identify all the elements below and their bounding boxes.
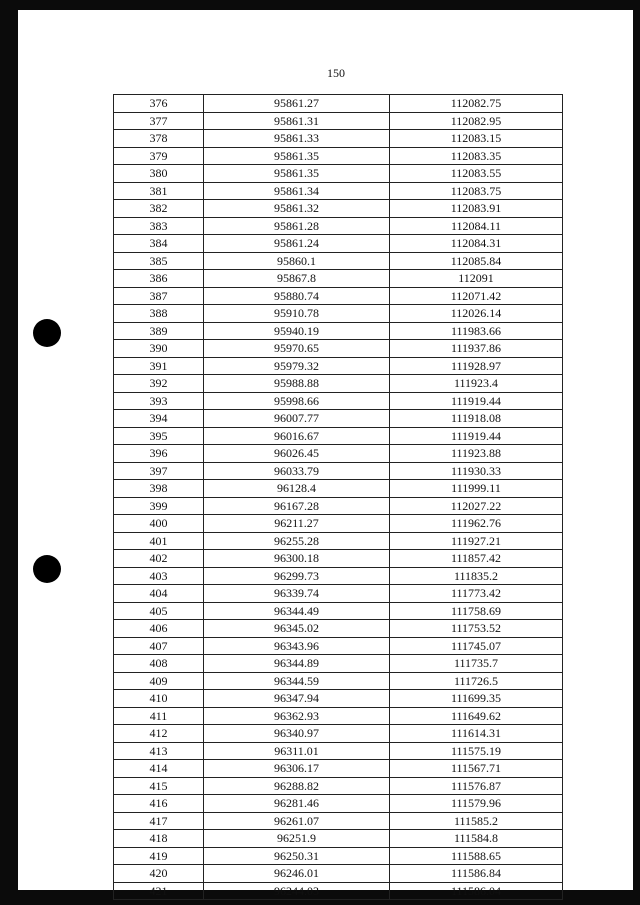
point-number-cell: 390 (114, 340, 204, 358)
point-number-cell: 391 (114, 357, 204, 375)
point-number-cell: 384 (114, 235, 204, 253)
x-coordinate-cell: 95861.24 (204, 235, 390, 253)
y-coordinate-cell: 111649.62 (390, 707, 563, 725)
x-coordinate-cell: 96007.77 (204, 410, 390, 428)
x-coordinate-cell: 96299.73 (204, 567, 390, 585)
punch-hole (33, 319, 61, 347)
point-number-cell: 394 (114, 410, 204, 428)
point-number-cell: 379 (114, 147, 204, 165)
table-row (114, 795, 563, 813)
point-number-cell: 380 (114, 165, 204, 183)
table-row (114, 95, 563, 113)
y-coordinate-cell: 112085.84 (390, 252, 563, 270)
y-coordinate-cell: 112083.55 (390, 165, 563, 183)
table-row (114, 112, 563, 130)
table-row (114, 672, 563, 690)
y-coordinate-cell: 112071.42 (390, 287, 563, 305)
point-number-cell: 419 (114, 847, 204, 865)
y-coordinate-cell: 111735.7 (390, 655, 563, 673)
point-number-cell: 408 (114, 655, 204, 673)
y-coordinate-cell: 111588.65 (390, 847, 563, 865)
x-coordinate-cell: 96250.31 (204, 847, 390, 865)
y-coordinate-cell: 111726.5 (390, 672, 563, 690)
table-row (114, 445, 563, 463)
y-coordinate-cell: 111586.04 (390, 882, 563, 900)
table-row (114, 567, 563, 585)
x-coordinate-cell: 96345.02 (204, 620, 390, 638)
table-row (114, 217, 563, 235)
point-number-cell: 378 (114, 130, 204, 148)
table-row (114, 200, 563, 218)
x-coordinate-cell: 95861.35 (204, 147, 390, 165)
x-coordinate-cell: 95861.32 (204, 200, 390, 218)
table-row (114, 602, 563, 620)
table-row (114, 427, 563, 445)
y-coordinate-cell: 111930.33 (390, 462, 563, 480)
y-coordinate-cell: 111999.11 (390, 480, 563, 498)
table-row (114, 550, 563, 568)
point-number-cell: 395 (114, 427, 204, 445)
y-coordinate-cell: 111919.44 (390, 427, 563, 445)
point-number-cell: 420 (114, 865, 204, 883)
point-number-cell: 418 (114, 830, 204, 848)
x-coordinate-cell: 96026.45 (204, 445, 390, 463)
x-coordinate-cell: 95979.32 (204, 357, 390, 375)
x-coordinate-cell: 95867.8 (204, 270, 390, 288)
point-number-cell: 410 (114, 690, 204, 708)
y-coordinate-cell: 111758.69 (390, 602, 563, 620)
y-coordinate-cell: 112027.22 (390, 497, 563, 515)
point-number-cell: 393 (114, 392, 204, 410)
x-coordinate-cell: 96016.67 (204, 427, 390, 445)
table-row (114, 847, 563, 865)
y-coordinate-cell: 111923.88 (390, 445, 563, 463)
table-row (114, 585, 563, 603)
point-number-cell: 396 (114, 445, 204, 463)
x-coordinate-cell: 95998.66 (204, 392, 390, 410)
x-coordinate-cell: 96362.93 (204, 707, 390, 725)
table-row (114, 760, 563, 778)
x-coordinate-cell: 96033.79 (204, 462, 390, 480)
scan-border-left (0, 0, 18, 905)
x-coordinate-cell: 95861.35 (204, 165, 390, 183)
x-coordinate-cell: 96211.27 (204, 515, 390, 533)
point-number-cell: 421 (114, 882, 204, 900)
point-number-cell: 417 (114, 812, 204, 830)
x-coordinate-cell: 95861.34 (204, 182, 390, 200)
y-coordinate-cell: 111962.76 (390, 515, 563, 533)
point-number-cell: 401 (114, 532, 204, 550)
point-number-cell: 387 (114, 287, 204, 305)
y-coordinate-cell: 112026.14 (390, 305, 563, 323)
y-coordinate-cell: 111928.97 (390, 357, 563, 375)
point-number-cell: 411 (114, 707, 204, 725)
x-coordinate-cell: 96344.59 (204, 672, 390, 690)
y-coordinate-cell: 111579.96 (390, 795, 563, 813)
y-coordinate-cell: 112083.15 (390, 130, 563, 148)
y-coordinate-cell: 111937.86 (390, 340, 563, 358)
x-coordinate-cell: 96255.28 (204, 532, 390, 550)
y-coordinate-cell: 111753.52 (390, 620, 563, 638)
table-row (114, 252, 563, 270)
x-coordinate-cell: 95988.88 (204, 375, 390, 393)
table-row (114, 830, 563, 848)
table-row (114, 882, 563, 900)
y-coordinate-cell: 111927.21 (390, 532, 563, 550)
table-row (114, 620, 563, 638)
table-row (114, 287, 563, 305)
table-row (114, 357, 563, 375)
y-coordinate-cell: 111745.07 (390, 637, 563, 655)
y-coordinate-cell: 112084.31 (390, 235, 563, 253)
table-row (114, 235, 563, 253)
point-number-cell: 377 (114, 112, 204, 130)
page-number: 150 (327, 66, 345, 80)
point-number-cell: 381 (114, 182, 204, 200)
table-row (114, 690, 563, 708)
y-coordinate-cell: 111699.35 (390, 690, 563, 708)
y-coordinate-cell: 111983.66 (390, 322, 563, 340)
point-number-cell: 383 (114, 217, 204, 235)
x-coordinate-cell: 96306.17 (204, 760, 390, 778)
x-coordinate-cell: 95861.27 (204, 95, 390, 113)
table-row (114, 742, 563, 760)
point-number-cell: 385 (114, 252, 204, 270)
x-coordinate-cell: 96344.49 (204, 602, 390, 620)
x-coordinate-cell: 96343.96 (204, 637, 390, 655)
point-number-cell: 397 (114, 462, 204, 480)
y-coordinate-cell: 111575.19 (390, 742, 563, 760)
y-coordinate-cell: 111923.4 (390, 375, 563, 393)
table-row (114, 340, 563, 358)
point-number-cell: 402 (114, 550, 204, 568)
x-coordinate-cell: 96261.07 (204, 812, 390, 830)
y-coordinate-cell: 111918.08 (390, 410, 563, 428)
point-number-cell: 406 (114, 620, 204, 638)
x-coordinate-cell: 95861.28 (204, 217, 390, 235)
x-coordinate-cell: 96288.82 (204, 777, 390, 795)
point-number-cell: 399 (114, 497, 204, 515)
x-coordinate-cell: 95940.19 (204, 322, 390, 340)
x-coordinate-cell: 96244.03 (204, 882, 390, 900)
x-coordinate-cell: 96340.97 (204, 725, 390, 743)
y-coordinate-cell: 112084.11 (390, 217, 563, 235)
x-coordinate-cell: 96344.89 (204, 655, 390, 673)
table-row (114, 655, 563, 673)
point-number-cell: 382 (114, 200, 204, 218)
table-row (114, 725, 563, 743)
point-number-cell: 412 (114, 725, 204, 743)
coordinate-table (113, 94, 563, 900)
y-coordinate-cell: 112083.91 (390, 200, 563, 218)
scan-border-top (0, 0, 640, 10)
table-row (114, 515, 563, 533)
punch-hole (33, 555, 61, 583)
point-number-cell: 386 (114, 270, 204, 288)
x-coordinate-cell: 95970.65 (204, 340, 390, 358)
table-row (114, 375, 563, 393)
table-row (114, 532, 563, 550)
y-coordinate-cell: 112082.95 (390, 112, 563, 130)
y-coordinate-cell: 112083.75 (390, 182, 563, 200)
y-coordinate-cell: 111614.31 (390, 725, 563, 743)
point-number-cell: 398 (114, 480, 204, 498)
table-row (114, 270, 563, 288)
x-coordinate-cell: 95861.33 (204, 130, 390, 148)
x-coordinate-cell: 95880.74 (204, 287, 390, 305)
y-coordinate-cell: 111584.8 (390, 830, 563, 848)
y-coordinate-cell: 111576.87 (390, 777, 563, 795)
point-number-cell: 413 (114, 742, 204, 760)
point-number-cell: 400 (114, 515, 204, 533)
x-coordinate-cell: 96128.4 (204, 480, 390, 498)
point-number-cell: 389 (114, 322, 204, 340)
x-coordinate-cell: 95910.78 (204, 305, 390, 323)
table-row (114, 305, 563, 323)
table-row (114, 182, 563, 200)
table-row (114, 130, 563, 148)
table-row (114, 165, 563, 183)
point-number-cell: 376 (114, 95, 204, 113)
table-row (114, 147, 563, 165)
y-coordinate-cell: 111919.44 (390, 392, 563, 410)
y-coordinate-cell: 111857.42 (390, 550, 563, 568)
y-coordinate-cell: 111567.71 (390, 760, 563, 778)
table-row (114, 462, 563, 480)
y-coordinate-cell: 111586.84 (390, 865, 563, 883)
y-coordinate-cell: 111585.2 (390, 812, 563, 830)
y-coordinate-cell: 111835.2 (390, 567, 563, 585)
point-number-cell: 414 (114, 760, 204, 778)
table-row (114, 322, 563, 340)
y-coordinate-cell: 112082.75 (390, 95, 563, 113)
table-row (114, 865, 563, 883)
point-number-cell: 407 (114, 637, 204, 655)
x-coordinate-cell: 95860.1 (204, 252, 390, 270)
table-row (114, 777, 563, 795)
table-row (114, 812, 563, 830)
y-coordinate-cell: 112091 (390, 270, 563, 288)
x-coordinate-cell: 96281.46 (204, 795, 390, 813)
x-coordinate-cell: 96300.18 (204, 550, 390, 568)
table-row (114, 707, 563, 725)
point-number-cell: 405 (114, 602, 204, 620)
x-coordinate-cell: 96311.01 (204, 742, 390, 760)
x-coordinate-cell: 96251.9 (204, 830, 390, 848)
point-number-cell: 392 (114, 375, 204, 393)
table-row (114, 637, 563, 655)
coordinate-table-body (114, 95, 563, 900)
table-row (114, 480, 563, 498)
x-coordinate-cell: 96167.28 (204, 497, 390, 515)
point-number-cell: 415 (114, 777, 204, 795)
y-coordinate-cell: 112083.35 (390, 147, 563, 165)
point-number-cell: 416 (114, 795, 204, 813)
point-number-cell: 403 (114, 567, 204, 585)
x-coordinate-cell: 96246.01 (204, 865, 390, 883)
y-coordinate-cell: 111773.42 (390, 585, 563, 603)
scan-border-right (633, 0, 640, 905)
point-number-cell: 409 (114, 672, 204, 690)
x-coordinate-cell: 95861.31 (204, 112, 390, 130)
point-number-cell: 404 (114, 585, 204, 603)
x-coordinate-cell: 96339.74 (204, 585, 390, 603)
table-row (114, 497, 563, 515)
x-coordinate-cell: 96347.94 (204, 690, 390, 708)
point-number-cell: 388 (114, 305, 204, 323)
table-row (114, 410, 563, 428)
table-row (114, 392, 563, 410)
